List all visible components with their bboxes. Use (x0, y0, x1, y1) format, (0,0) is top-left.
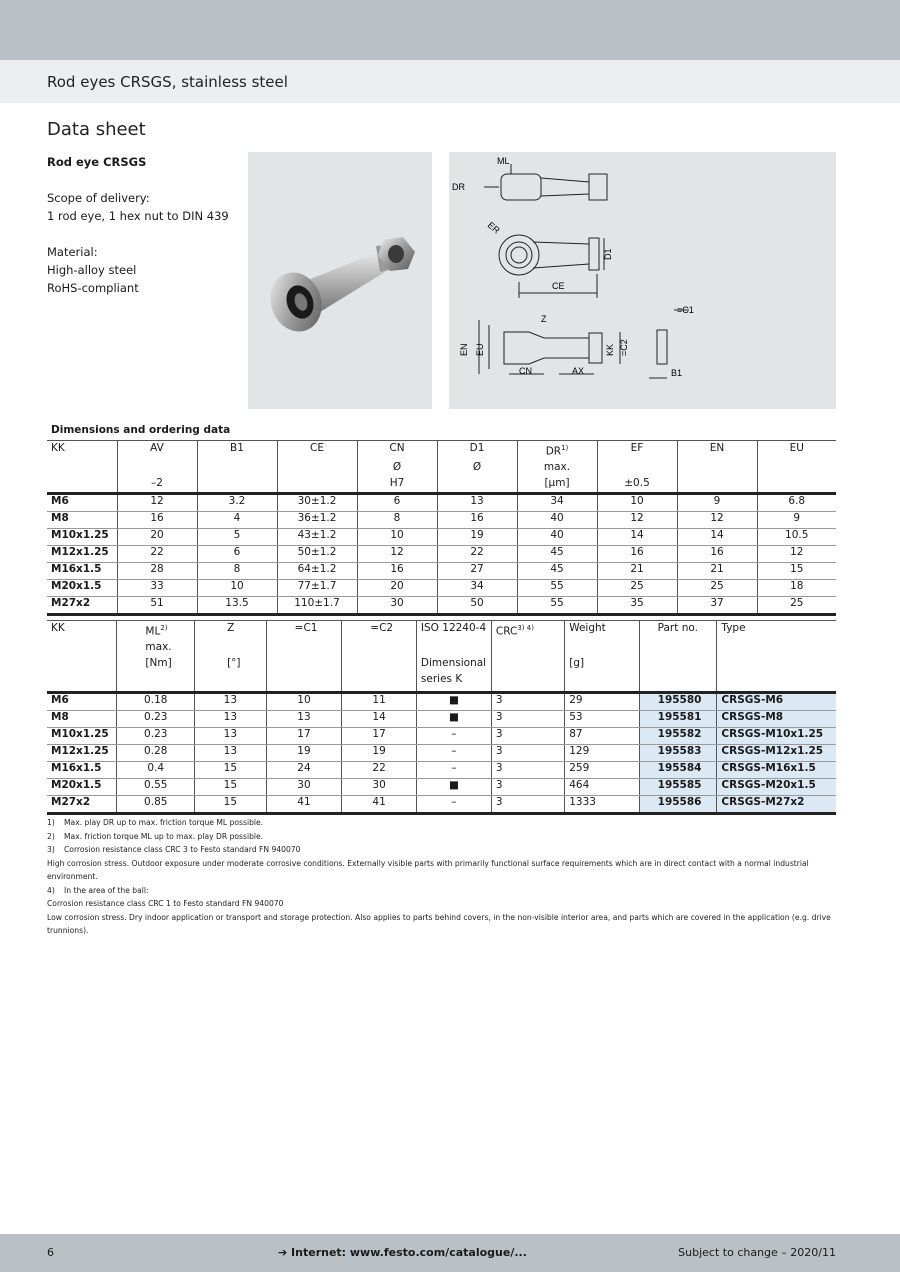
table-cell: 16 (677, 545, 757, 562)
row-label: M16x1.5 (47, 761, 117, 778)
label-c2: =C2 (619, 339, 629, 356)
table-cell: 22 (437, 545, 517, 562)
product-name: Rod eye CRSGS (47, 155, 147, 169)
table-cell: 64±1.2 (277, 562, 357, 579)
table-row (47, 511, 836, 528)
table-cell: 55 (517, 579, 597, 596)
table-row (47, 493, 836, 511)
product-info (47, 153, 237, 297)
table-cell: 40 (517, 528, 597, 545)
technical-drawing (449, 152, 836, 409)
table-cell: ■ (416, 692, 491, 710)
sub-header: [g] (565, 656, 639, 672)
table-cell: 10.5 (757, 528, 836, 545)
table-row (47, 528, 836, 545)
top-bar (0, 0, 900, 60)
table-cell: 15 (195, 761, 267, 778)
row-label: M27x2 (47, 795, 117, 813)
table-cell: 12 (597, 511, 677, 528)
table-cell: 28 (117, 562, 197, 579)
table-cell: 0.28 (117, 744, 195, 761)
footnote-text: Corrosion resistance class CRC 3 to Festo standard FN 940070 (64, 845, 301, 854)
sub-header: max. (517, 460, 597, 476)
row-label: M20x1.5 (47, 778, 117, 795)
col-header: CE (277, 441, 357, 460)
col-header-crc: $CRC^{3) 4)}$ (491, 621, 564, 640)
sub-header: max. (117, 640, 195, 656)
table-cell: 30 (266, 778, 342, 795)
table-cell: 15 (195, 795, 267, 813)
title-bar (0, 60, 900, 103)
table-cell: 0.23 (117, 710, 195, 727)
table-cell: 6 (197, 545, 277, 562)
row-label: M8 (47, 710, 117, 727)
row-label: M12x1.25 (47, 744, 117, 761)
table-cell: 13 (195, 744, 267, 761)
col-header: CN (357, 441, 437, 460)
table-cell: 17 (266, 727, 342, 744)
sub-header: [Nm] (117, 656, 195, 672)
table-cell: 3.2 (197, 493, 277, 511)
label-ax: AX (572, 366, 585, 376)
table-cell: ■ (416, 778, 491, 795)
table-cell: 10 (357, 528, 437, 545)
label-kk: KK (605, 343, 615, 356)
scope-value: 1 rod eye, 1 hex nut to DIN 439 (47, 209, 229, 223)
table-cell: 55 (517, 596, 597, 614)
table-cell: 11 (342, 692, 417, 710)
label-er: ER (485, 219, 502, 236)
footnote-text: High corrosion stress. Outdoor exposure under moderate corrosive conditions. Externally visible parts with primarily functional surface requirements which are in direct contact with a normal industrial environment. (47, 858, 809, 881)
col-header: Z (195, 621, 267, 640)
table-cell: 20 (357, 579, 437, 596)
table-cell: 195581 (639, 710, 717, 727)
footnote-text: In the area of the ball: (64, 885, 149, 895)
footnote-text: Low corrosion stress. Dry indoor application or transport and storage protection. Also applies to parts behind covers, in the non-visible interior area, and parts which are covered in the application (e.g. drive trunnions). (47, 912, 831, 935)
page-title: Rod eyes CRSGS, stainless steel (47, 73, 288, 91)
table-cell: 35 (597, 596, 677, 614)
table-cell: – (416, 744, 491, 761)
table-cell: 51 (117, 596, 197, 614)
sub-header: ±0.5 (597, 476, 677, 494)
table-cell: 9 (757, 511, 836, 528)
table-cell: 50 (437, 596, 517, 614)
table-cell: 45 (517, 545, 597, 562)
sub-header: series K (416, 672, 491, 693)
table-cell: 16 (117, 511, 197, 528)
table-cell: 1333 (565, 795, 639, 813)
table-cell: 10 (597, 493, 677, 511)
table-cell: CRSGS-M6 (717, 692, 836, 710)
table-cell: 12 (357, 545, 437, 562)
footnote-number: 2) (47, 831, 55, 841)
ordering-table (47, 620, 836, 815)
footnote-number: 4) (47, 885, 55, 895)
sub-header: –2 (117, 476, 197, 494)
row-label: M6 (47, 692, 117, 710)
table-cell: 14 (677, 528, 757, 545)
table-cell: 33 (117, 579, 197, 596)
table-cell: 87 (565, 727, 639, 744)
col-header: EF (597, 441, 677, 460)
label-eu: EU (475, 343, 485, 356)
table-cell: 0.23 (117, 727, 195, 744)
table-cell: 30 (357, 596, 437, 614)
table-cell: 195586 (639, 795, 717, 813)
table-row (47, 596, 836, 614)
col-header: Part no. (639, 621, 717, 640)
table-row (47, 795, 836, 813)
table-cell: 9 (677, 493, 757, 511)
sub-header: Dimensional (416, 656, 491, 672)
table-cell: 13 (195, 710, 267, 727)
table-row (47, 710, 836, 727)
table-cell: 4 (197, 511, 277, 528)
table-cell: 21 (597, 562, 677, 579)
table-cell: 37 (677, 596, 757, 614)
table-row (47, 727, 836, 744)
table-cell: 27 (437, 562, 517, 579)
table-cell: 6 (357, 493, 437, 511)
page-number: 6 (47, 1246, 54, 1259)
scope-label: Scope of delivery: (47, 191, 150, 205)
label-ml: ML (497, 156, 510, 166)
table-cell: 19 (266, 744, 342, 761)
label-d1: D1 (603, 248, 613, 260)
sub-header: Ø (437, 460, 517, 476)
table-cell: 195583 (639, 744, 717, 761)
col-header: =C2 (342, 621, 417, 640)
table-cell: 6.8 (757, 493, 836, 511)
label-c1: =C1 (677, 305, 694, 315)
sub-header: Ø (357, 460, 437, 476)
label-b1: B1 (671, 368, 683, 378)
table-cell: CRSGS-M10x1.25 (717, 727, 836, 744)
sub-header: H7 (357, 476, 437, 494)
table-cell: CRSGS-M27x2 (717, 795, 836, 813)
table-cell: 34 (437, 579, 517, 596)
rod-eye-photo-graphic (248, 152, 432, 409)
table-cell: CRSGS-M12x1.25 (717, 744, 836, 761)
col-header: B1 (197, 441, 277, 460)
dimension-drawing (449, 152, 836, 409)
table-cell: 25 (757, 596, 836, 614)
label-cn: CN (519, 366, 532, 376)
material-1: High-alloy steel (47, 263, 137, 277)
material-2: RoHS-compliant (47, 281, 139, 295)
table-cell: 13 (195, 727, 267, 744)
table-row (47, 545, 836, 562)
table-cell: 22 (117, 545, 197, 562)
col-header: AV (117, 441, 197, 460)
table-cell: 13.5 (197, 596, 277, 614)
material-label: Material: (47, 245, 98, 259)
table-row (47, 744, 836, 761)
table-cell: 25 (677, 579, 757, 596)
table-cell: 16 (437, 511, 517, 528)
footnote-number: 3) (47, 845, 55, 854)
table-cell: 195582 (639, 727, 717, 744)
sub-header: [°] (195, 656, 267, 672)
sub-header: [µm] (517, 476, 597, 494)
table-cell: 195580 (639, 692, 717, 710)
table-row (47, 692, 836, 710)
footnote-text: Max. friction torque ML up to max. play DR possible. (64, 831, 264, 841)
col-header: ISO 12240-4 (416, 621, 491, 640)
table-cell: 30±1.2 (277, 493, 357, 511)
col-header: =C1 (266, 621, 342, 640)
table-cell: 5 (197, 528, 277, 545)
table-cell: 19 (342, 744, 417, 761)
table-cell: – (416, 761, 491, 778)
table-cell: 43±1.2 (277, 528, 357, 545)
footnotes (47, 816, 847, 938)
table-cell: – (416, 727, 491, 744)
table-cell: 259 (565, 761, 639, 778)
table-cell: 8 (357, 511, 437, 528)
col-header: D1 (437, 441, 517, 460)
table-cell: 13 (195, 692, 267, 710)
table-cell: 18 (757, 579, 836, 596)
subject-to-change: Subject to change – 2020/11 (678, 1246, 836, 1259)
table-cell: 12 (117, 493, 197, 511)
footnote-number: 1) (47, 818, 55, 827)
table-cell: 8 (197, 562, 277, 579)
table-cell: 12 (677, 511, 757, 528)
table-cell: 3 (491, 727, 564, 744)
label-ce: CE (552, 281, 565, 291)
table-row (47, 778, 836, 795)
table-cell: 34 (517, 493, 597, 511)
table-cell: 15 (195, 778, 267, 795)
section-title: Data sheet (47, 119, 146, 140)
table-cell: 40 (517, 511, 597, 528)
table-cell: 3 (491, 778, 564, 795)
table-cell: 19 (437, 528, 517, 545)
col-header-ml: ML$^{2)}$ (117, 621, 195, 640)
table-row (47, 562, 836, 579)
table-cell: 25 (597, 579, 677, 596)
table-cell: 3 (491, 744, 564, 761)
label-dr: DR (452, 182, 465, 192)
table-cell: 50±1.2 (277, 545, 357, 562)
table-cell: 30 (342, 778, 417, 795)
footnote-text: Corrosion resistance class CRC 1 to Festo standard FN 940070 (47, 899, 284, 908)
internet-link[interactable]: ➔ Internet: www.festo.com/catalogue/... (278, 1246, 527, 1259)
col-header: EN (677, 441, 757, 460)
table-cell: 29 (565, 692, 639, 710)
table-cell: 24 (266, 761, 342, 778)
table-cell: 10 (197, 579, 277, 596)
row-label: M6 (47, 493, 117, 511)
col-header: KK (47, 441, 117, 460)
table-cell: 16 (357, 562, 437, 579)
table-cell: 41 (266, 795, 342, 813)
row-label: M16x1.5 (47, 562, 117, 579)
row-label: M10x1.25 (47, 727, 117, 744)
row-label: M8 (47, 511, 117, 528)
table-cell: 10 (266, 692, 342, 710)
row-label: M12x1.25 (47, 545, 117, 562)
table-cell: 20 (117, 528, 197, 545)
table-cell: 53 (565, 710, 639, 727)
table-cell: 13 (437, 493, 517, 511)
table-cell: 3 (491, 761, 564, 778)
table-cell: 0.55 (117, 778, 195, 795)
table-cell: 0.85 (117, 795, 195, 813)
label-en: EN (459, 343, 469, 356)
dimensions-table (47, 422, 836, 616)
table-cell: 0.18 (117, 692, 195, 710)
table-row (47, 761, 836, 778)
table-cell: 77±1.7 (277, 579, 357, 596)
table-cell: 3 (491, 795, 564, 813)
col-header: EU (757, 441, 836, 460)
table-cell: 195584 (639, 761, 717, 778)
footnote-text: Max. play DR up to max. friction torque ML possible. (64, 818, 264, 827)
table-cell: 13 (266, 710, 342, 727)
col-header: KK (47, 621, 117, 640)
table-cell: 3 (491, 710, 564, 727)
label-z: Z (541, 314, 547, 324)
row-label: M10x1.25 (47, 528, 117, 545)
table-cell: 12 (757, 545, 836, 562)
table-cell: 22 (342, 761, 417, 778)
col-header-dr: DR$^{1)}$ (517, 441, 597, 460)
table-cell: ■ (416, 710, 491, 727)
table-cell: CRSGS-M8 (717, 710, 836, 727)
table-cell: – (416, 795, 491, 813)
col-header: Weight (565, 621, 639, 640)
table-cell: 3 (491, 692, 564, 710)
table-cell: 41 (342, 795, 417, 813)
table-cell: 36±1.2 (277, 511, 357, 528)
table-cell: 110±1.7 (277, 596, 357, 614)
row-label: M20x1.5 (47, 579, 117, 596)
table-cell: 129 (565, 744, 639, 761)
footer-bar (0, 1234, 900, 1272)
table-cell: CRSGS-M20x1.5 (717, 778, 836, 795)
table-cell: CRSGS-M16x1.5 (717, 761, 836, 778)
table-cell: 14 (597, 528, 677, 545)
table-cell: 464 (565, 778, 639, 795)
table-cell: 21 (677, 562, 757, 579)
table-cell: 45 (517, 562, 597, 579)
product-photo (248, 152, 432, 409)
row-label: M27x2 (47, 596, 117, 614)
col-header: Type (717, 621, 836, 640)
table-caption: Dimensions and ordering data (51, 424, 231, 436)
table-cell: 14 (342, 710, 417, 727)
table-row (47, 579, 836, 596)
table-cell: 195585 (639, 778, 717, 795)
table-cell: 15 (757, 562, 836, 579)
table-cell: 16 (597, 545, 677, 562)
table-cell: 0.4 (117, 761, 195, 778)
table-cell: 17 (342, 727, 417, 744)
